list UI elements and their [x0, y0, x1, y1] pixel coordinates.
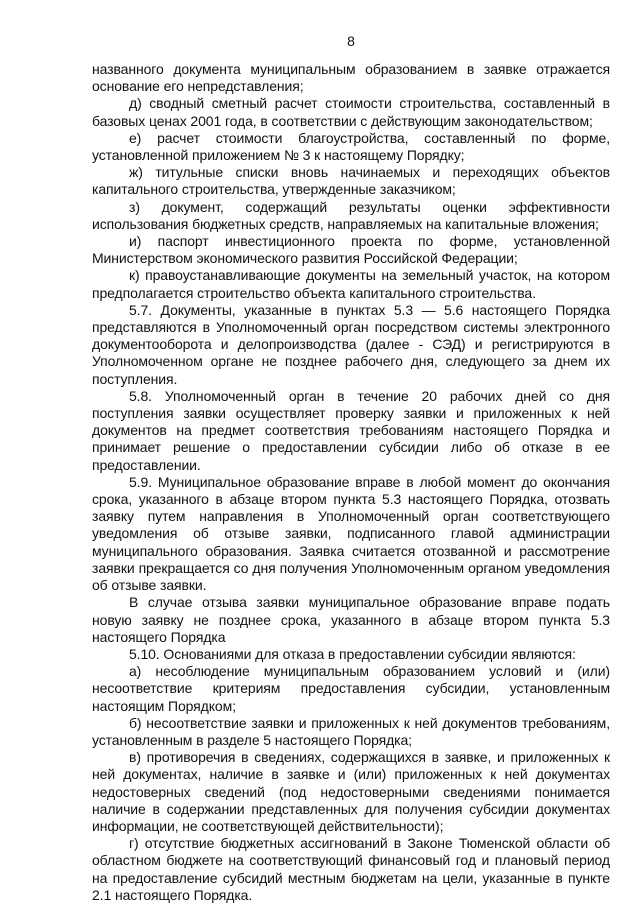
- refusal-ground-v: в) противоречия в сведениях, содержащихся в заявке, и приложенных к ней документах, наличие в заявке и (или) приложенных к ней документах недостоверных сведений (под недостоверными сведениями понимается наличие в содержании представленных для получения субсидии документах информации, не соответствующей действительности);: [92, 749, 610, 834]
- list-item-k: к) правоустанавливающие документы на земельный участок, на котором предполагается строительство объекта капитального строительства.: [92, 267, 610, 301]
- clause-5-9: 5.9. Муниципальное образование вправе в любой момент до окончания срока, указанного в абзаце втором пункта 5.3 настоящего Порядка, отозвать заявку путем направления в Уполномоченный орган соответствующего уведомления об отзыве заявки, подписанного главой администрации муниципального образования. Заявка считается отозванной и рассмотрение заявки прекращается со дня получения Уполномоченным органом уведомления об отзыве заявки.: [92, 473, 610, 594]
- clause-5-7: 5.7. Документы, указанные в пунктах 5.3 — 5.6 настоящего Порядка представляются в Уполномоченный орган посредством системы электронного документооборота и делопроизводства (далее - СЭД) и регистрируются в Уполномоченном органе не позднее рабочего дня, следующего за днем их поступления.: [92, 301, 610, 387]
- refusal-ground-g: г) отсутствие бюджетных ассигнований в Законе Тюменской области об областном бюджете на соответствующий финансовый год и плановый период на предоставление субсидий местным бюджетам на цели, указанные в пункте 2.1 настоящего Порядка.: [92, 835, 610, 903]
- refusal-ground-b: б) несоответствие заявки и приложенных к ней документов требованиям, установленным в разделе 5 настоящего Порядка;: [92, 714, 610, 748]
- clause-5-10: 5.10. Основаниями для отказа в предоставлении субсидии являются:: [129, 645, 576, 662]
- refusal-ground-a: а) несоблюдение муниципальным образованием условий и (или) несоответствие критериям предоставления субсидии, установленным настоящим Порядком;: [92, 663, 610, 714]
- clause-5-8: 5.8. Уполномоченный орган в течение 20 рабочих дней со дня поступления заявки осуществляет проверку заявки и приложенных к ней документов на предмет соответствия требованиям настоящего Порядка и принимает решение о предоставлении субсидии либо об отказе в ее предоставлении.: [92, 387, 610, 473]
- clause-5-9-second-paragraph: В случае отзыва заявки муниципальное образование вправе подать новую заявку не позднее срока, указанного в абзаце втором пункта 5.3 настоящего Порядка: [92, 594, 610, 645]
- document-body: [92, 61, 610, 904]
- list-item-d: д) сводный сметный расчет стоимости строительства, составленный в базовых ценах 2001 года, в соответствии с действующим законодательством;: [92, 95, 610, 129]
- list-item-zh: ж) титульные списки вновь начинаемых и переходящих объектов капитального строительства, утвержденные заказчиком;: [92, 164, 610, 198]
- page-number: 8: [347, 33, 355, 49]
- list-item-z: з) документ, содержащий результаты оценки эффективности использования бюджетных средств, направляемых на капитальные вложения;: [92, 198, 610, 232]
- list-item-i: и) паспорт инвестиционного проекта по форме, установленной Министерством экономического развития Российской Федерации;: [92, 233, 610, 267]
- list-item-e: е) расчет стоимости благоустройства, составленный по форме, установленной приложением № 3 к настоящему Порядку;: [92, 129, 610, 164]
- paragraph-continuation: названного документа муниципальным образованием в заявке отражается основание его непредставления;: [92, 61, 610, 95]
